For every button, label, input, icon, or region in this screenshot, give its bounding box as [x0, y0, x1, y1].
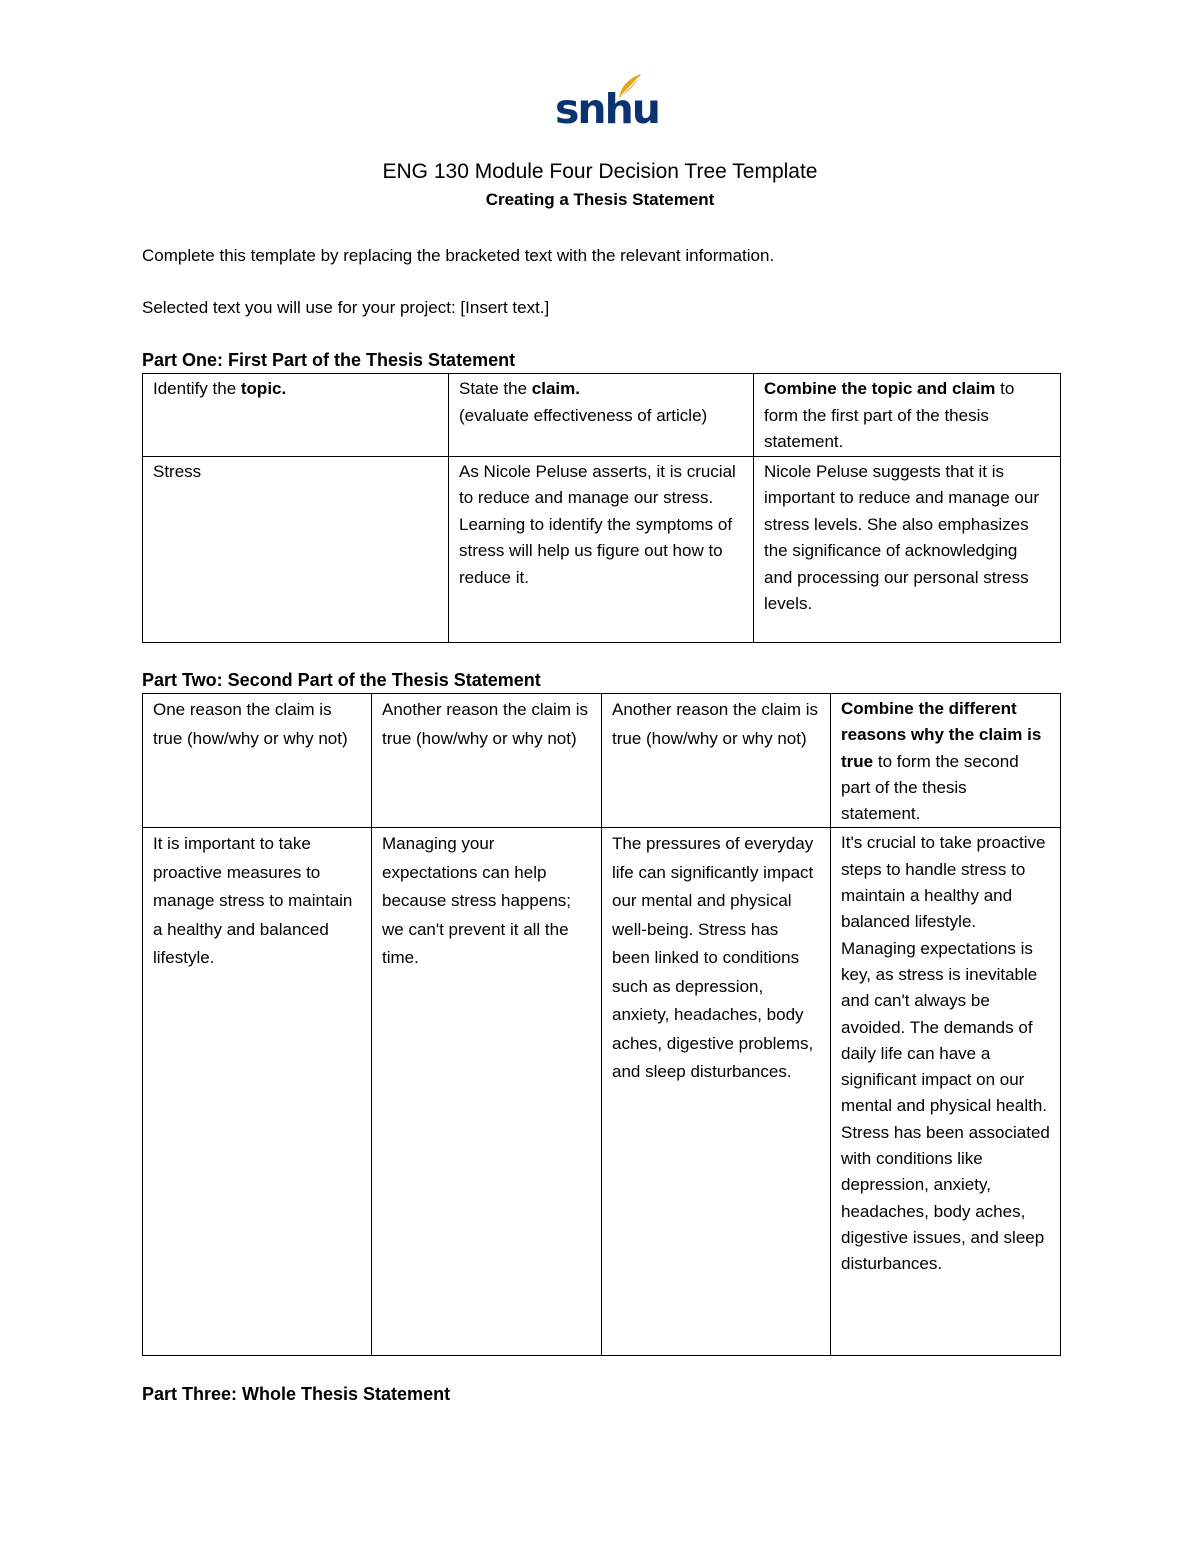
header-cell-reason-1: One reason the claim is true (how/why or why not) — [143, 694, 372, 828]
reason-3-cell: The pressures of everyday life can significantly impact our mental and physical well-being. Stress has been linked to conditions such as depression, anxiety, headaches, body aches, digestive problems, and sleep disturbances. — [602, 828, 831, 1356]
part-one-table — [142, 373, 1061, 643]
part-three-heading: Part Three: Whole Thesis Statement — [142, 1384, 451, 1404]
topic-cell: Stress — [143, 456, 449, 642]
combined-reasons-cell: It's crucial to take proactive steps to handle stress to maintain a healthy and balanced lifestyle. Managing expectations is key, as stress is inevitable and can't always be avoided. The demands of daily life can have a significant impact on our mental and physical health. Stress has been associated with conditions like depression, anxiety, headaches, body aches, digestive issues, and sleep disturbances. — [831, 828, 1061, 1356]
reason-1-cell: It is important to take proactive measures to manage stress to maintain a healthy and balanced lifestyle. — [143, 828, 372, 1356]
part-two-table — [142, 693, 1061, 1356]
header-cell-reason-2: Another reason the claim is true (how/why or why not) — [372, 694, 602, 828]
table-row — [143, 456, 1061, 642]
part-one-heading: Part One: First Part of the Thesis Statement — [142, 350, 516, 370]
part-two-heading: Part Two: Second Part of the Thesis Statement — [142, 670, 541, 690]
combined-cell: Nicole Peluse suggests that it is important to reduce and manage our stress levels. She also emphasizes the significance of acknowledging and processing our personal stress levels. — [754, 456, 1061, 642]
page-subtitle: Creating a Thesis Statement — [485, 190, 715, 209]
header-cell-reason-3: Another reason the claim is true (how/why or why not) — [602, 694, 831, 828]
table-header-row — [143, 694, 1061, 828]
table-header-row — [143, 374, 1061, 457]
reason-2-cell: Managing your expectations can help because stress happens; we can't prevent it all the time. — [372, 828, 602, 1356]
claim-cell: As Nicole Peluse asserts, it is crucial to reduce and manage our stress. Learning to identify the symptoms of stress will help us figure out how to reduce it. — [449, 456, 754, 642]
header-cell-claim: State the claim. (evaluate effectiveness of article) — [449, 374, 754, 457]
header-cell-topic: Identify the topic. — [143, 374, 449, 457]
table-row — [143, 828, 1061, 1356]
instruction-text: Complete this template by replacing the bracketed text with the relevant information. — [142, 246, 775, 265]
selected-text-line: Selected text you will use for your project: [Insert text.] — [142, 298, 550, 317]
snhu-logo — [555, 72, 659, 134]
logo-wordmark: snhu — [555, 85, 659, 133]
header-cell-combine: Combine the topic and claim to form the first part of the thesis statement. — [754, 374, 1061, 457]
page-title: ENG 130 Module Four Decision Tree Template — [382, 160, 818, 183]
header-cell-combine: Combine the different reasons why the claim is true to form the second part of the thesis statement. — [831, 694, 1061, 828]
